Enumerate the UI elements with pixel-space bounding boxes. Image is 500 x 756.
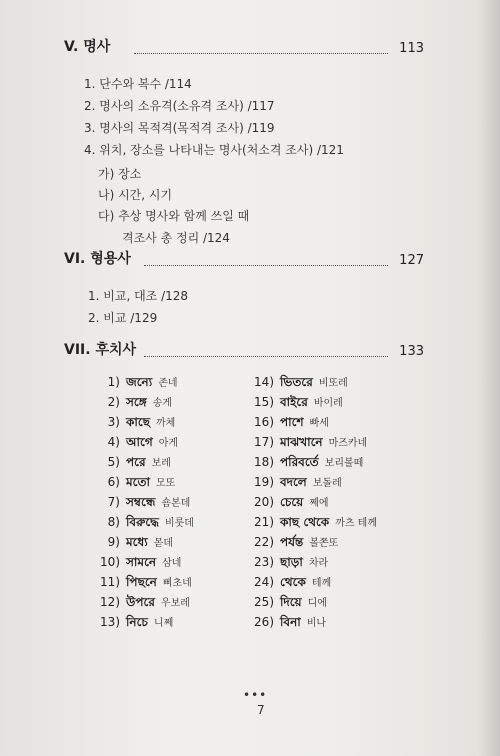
korean-pronunciation: 삐초네 (162, 578, 192, 589)
bengali-word: বাইরে (280, 395, 308, 409)
entry-number: 13) (100, 615, 120, 629)
entry-number: 10) (100, 555, 120, 569)
korean-pronunciation: 모또 (155, 478, 176, 489)
korean-pronunciation: 디에 (307, 598, 327, 609)
page-fold-shadow (478, 0, 500, 756)
entry-number: 15) (254, 395, 274, 409)
bengali-word: পরিবর্তে (280, 455, 319, 469)
entry-number: 8) (107, 515, 120, 529)
entry-number: 26) (254, 615, 274, 629)
postposition-entry (94, 394, 194, 414)
korean-pronunciation: 비룻데 (164, 518, 194, 529)
korean-pronunciation: 송게 (152, 398, 173, 409)
bengali-word: আগে (126, 435, 153, 449)
korean-pronunciation: 아게 (158, 438, 179, 449)
entry-number: 17) (254, 435, 274, 449)
entry-number: 23) (254, 555, 274, 569)
korean-pronunciation: 까츠 테께 (335, 518, 378, 529)
bengali-word: সম্বন্ধে (126, 495, 156, 509)
entry-number: 25) (254, 595, 274, 609)
postposition-entry (248, 514, 377, 534)
leader-dots (144, 265, 388, 266)
toc-subitem: 다) 추상 명사와 함께 쓰일 때 (98, 209, 250, 223)
entry-number: 2) (107, 395, 120, 409)
entry-number: 7) (107, 495, 120, 509)
section-vii-title: VII. 후치사 (64, 342, 137, 358)
bengali-word: ভিতরে (280, 375, 313, 389)
section-vi-page: 127 (399, 253, 424, 268)
bengali-word: বদলে (280, 475, 307, 489)
bengali-word: কাছে (126, 415, 150, 429)
entry-number: 11) (100, 575, 120, 589)
section-vii-heading (64, 339, 424, 361)
postposition-entry (248, 474, 377, 494)
toc-item: 2. 비교 /129 (88, 311, 158, 325)
section-v-heading (64, 36, 424, 58)
korean-pronunciation: 볼쫀또 (309, 538, 339, 549)
postposition-entry (248, 454, 377, 474)
entry-number: 3) (107, 415, 120, 429)
bengali-word: বিরুদ্ধে (126, 515, 159, 529)
korean-pronunciation: 바이레 (313, 398, 343, 409)
toc-item: 1. 단수와 복수 /114 (84, 77, 192, 91)
korean-pronunciation: 보레 (151, 458, 171, 469)
bengali-word: পিছনে (126, 575, 157, 589)
korean-pronunciation: 까체 (155, 418, 176, 429)
postposition-entry (94, 514, 194, 534)
korean-pronunciation: 존네 (158, 378, 178, 389)
postposition-entry (94, 454, 194, 474)
postposition-entry (248, 534, 377, 554)
entry-number: 6) (107, 475, 120, 489)
footer-dots: ••• (243, 688, 268, 702)
page-number: 7 (257, 703, 265, 717)
entry-number: 12) (100, 595, 120, 609)
entry-number: 21) (254, 515, 274, 529)
postposition-entry (94, 474, 194, 494)
korean-pronunciation: 우보레 (160, 598, 190, 609)
toc-item: 1. 비교, 대조 /128 (88, 289, 189, 303)
bengali-word: জন্যে (126, 375, 153, 389)
postposition-entry (248, 614, 377, 634)
korean-pronunciation: 비또레 (318, 378, 348, 389)
section-vi-heading (64, 248, 424, 270)
postposition-entry (94, 554, 194, 574)
toc-subitem: 나) 시간, 시기 (98, 188, 173, 202)
entry-number: 16) (254, 415, 274, 429)
postposition-entry (248, 374, 377, 394)
korean-pronunciation: 테께 (311, 578, 332, 589)
postposition-entry (248, 594, 377, 614)
entry-number: 24) (254, 575, 274, 589)
bengali-word: ছাড়া (280, 555, 303, 569)
postposition-entry (94, 374, 194, 394)
bengali-word: উপরে (126, 595, 155, 609)
toc-subitem: 격조사 총 정리 /124 (122, 231, 230, 245)
leader-dots (134, 53, 388, 54)
korean-pronunciation: 비나 (306, 618, 327, 629)
bengali-word: দিয়ে (280, 595, 302, 609)
postposition-entry (94, 534, 194, 554)
bengali-word: মতো (126, 475, 150, 489)
leader-dots (144, 356, 388, 357)
section-v-title: V. 명사 (64, 39, 111, 55)
postposition-entry (94, 414, 194, 434)
bengali-word: চেয়ে (280, 495, 304, 509)
entry-number: 19) (254, 475, 274, 489)
entry-number: 18) (254, 455, 274, 469)
bengali-word: মাঝখানে (280, 435, 323, 449)
postposition-entry (248, 414, 377, 434)
postposition-entry (94, 614, 194, 634)
entry-number: 14) (254, 375, 274, 389)
postposition-entry (248, 394, 377, 414)
entry-number: 22) (254, 535, 274, 549)
section-v-page: 113 (399, 41, 424, 56)
postposition-column-right (248, 374, 377, 634)
bengali-word: সামনে (126, 555, 157, 569)
bengali-word: বিনা (280, 615, 301, 629)
postposition-entry (94, 434, 194, 454)
korean-pronunciation: 보돌레 (312, 478, 342, 489)
bengali-word: কাছ থেকে (280, 515, 330, 529)
entry-number: 4) (107, 435, 120, 449)
entry-number: 20) (254, 495, 274, 509)
entry-number: 5) (107, 455, 120, 469)
korean-pronunciation: 삼네 (162, 558, 182, 569)
bengali-word: থেকে (280, 575, 306, 589)
postposition-entry (248, 494, 377, 514)
bengali-word: মধ্যে (126, 535, 148, 549)
bengali-word: পাশে (280, 415, 304, 429)
toc-item: 3. 명사의 목적격(목적격 조사) /119 (84, 121, 275, 135)
korean-pronunciation: 마즈카네 (328, 438, 368, 449)
bengali-word: পরে (126, 455, 146, 469)
korean-pronunciation: 니쩨 (153, 618, 174, 629)
postposition-entry (94, 574, 194, 594)
postposition-entry (248, 574, 377, 594)
korean-pronunciation: 보리볼떼 (324, 458, 364, 469)
bengali-word: নিচে (126, 615, 148, 629)
postposition-entry (248, 434, 377, 454)
bengali-word: সঙ্গে (126, 395, 147, 409)
section-vi-title: VI. 형용사 (64, 251, 131, 267)
postposition-entry (94, 494, 194, 514)
korean-pronunciation: 빠세 (309, 418, 329, 429)
entry-number: 9) (107, 535, 120, 549)
entry-number: 1) (107, 375, 120, 389)
korean-pronunciation: 쩨에 (309, 498, 329, 509)
postposition-column-left (94, 374, 194, 634)
postposition-entry (94, 594, 194, 614)
toc-item: 4. 위치, 장소를 나타내는 명사(처소격 조사) /121 (84, 143, 344, 157)
korean-pronunciation: 차라 (308, 558, 329, 569)
postposition-entry (248, 554, 377, 574)
toc-item: 2. 명사의 소유격(소유격 조사) /117 (84, 99, 275, 113)
section-vii-page: 133 (399, 344, 424, 359)
bengali-word: পর্যন্ত (280, 535, 304, 549)
korean-pronunciation: 숌본데 (161, 498, 191, 509)
toc-subitem: 가) 장소 (98, 167, 142, 181)
korean-pronunciation: 몯데 (153, 538, 174, 549)
